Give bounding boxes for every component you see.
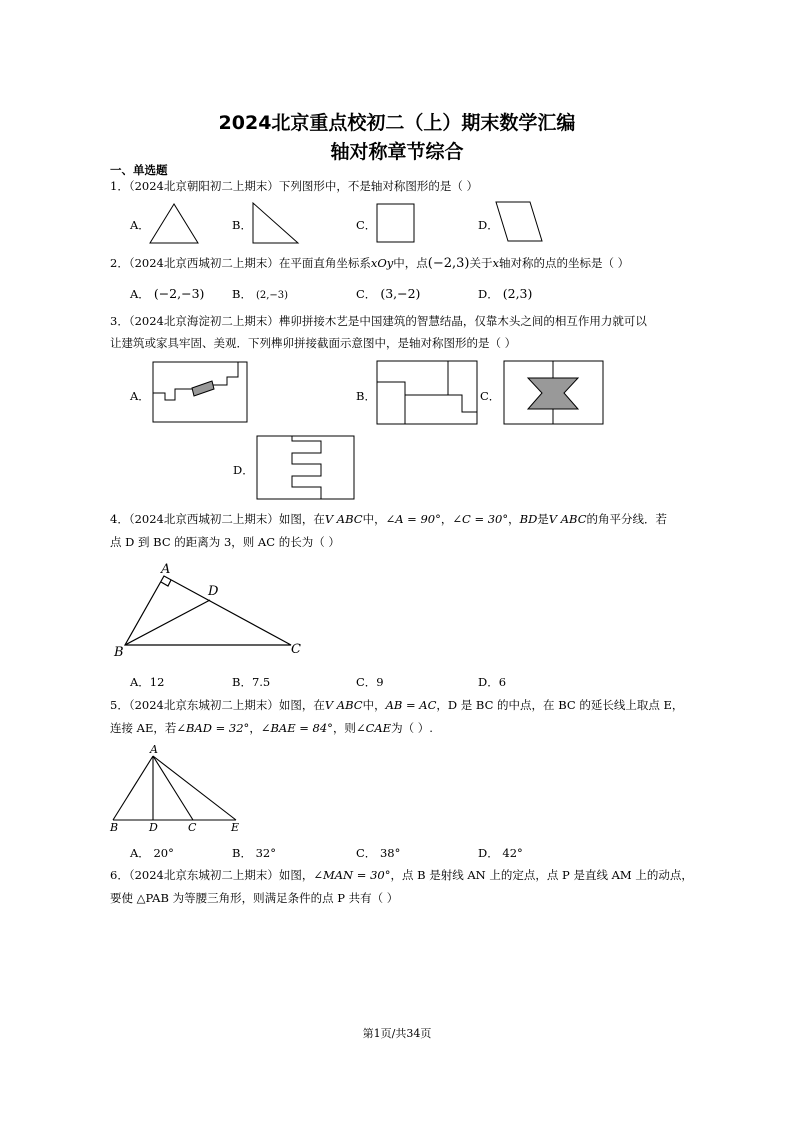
- q5-option-d: D． 42°: [478, 846, 523, 860]
- question-6-line2: 要使 △PAB 为等腰三角形，则满足条件的点 P 共有（ ）: [110, 891, 399, 905]
- question-3-line2: 让建筑或家具牢固、美观．下列榫卯拼接截面示意图中，是轴对称图形的是（ ）: [110, 336, 517, 350]
- q1-option-b: B．: [232, 218, 252, 232]
- question-5-line1: 5．（2024北京东城初二上期末）如图，在V ABC中，AB = AC，D 是 BC 的中点，在 BC 的延长线上取点 E，: [110, 698, 684, 712]
- q5-label-b: B: [110, 821, 119, 834]
- q2-option-a: A． (−2,−3): [130, 286, 205, 301]
- q5-label-e: E: [231, 821, 240, 834]
- q5-label-d: D: [149, 821, 158, 834]
- q3-option-d: D．: [233, 463, 254, 477]
- q5-option-b: B． 32°: [232, 846, 276, 860]
- q5-option-a: A． 20°: [130, 846, 174, 860]
- q5-side-ac: [153, 756, 193, 820]
- q4-label-c: C: [291, 642, 301, 657]
- question-2-stem: 2．（2024北京西城初二上期末）在平面直角坐标系xOy中，点(−2,3)关于x轴对称的点的坐标是（ ）: [110, 256, 630, 271]
- q2-option-b: B． (2,−3): [232, 287, 289, 301]
- q5-option-c: C． 38°: [356, 846, 401, 860]
- q4-option-a: A．12: [130, 675, 165, 689]
- q4-label-a: A: [161, 562, 171, 577]
- q4-label-b: B: [114, 645, 124, 660]
- question-4-line2: 点 D 到 BC 的距离为 3，则 AC 的长为（ ）: [110, 535, 340, 549]
- q5-label-c: C: [188, 821, 197, 834]
- question-3-line1: 3．（2024北京海淀初二上期末）榫卯拼接木艺是中国建筑的智慧结晶，仅靠木头之间的相互作用力就可以: [110, 314, 647, 328]
- section-heading: 一、单选题: [110, 163, 168, 177]
- q2-option-d: D． (2,3): [478, 286, 533, 301]
- q4-option-b: B．7.5: [232, 675, 271, 689]
- q5-segment-ae: [153, 756, 236, 820]
- question-1-stem: 1．（2024北京朝阳初二上期末）下列图形中，不是轴对称图形的是（ ）: [110, 179, 478, 193]
- q5-side-ab: [113, 756, 153, 820]
- q4-option-d: D．6: [478, 675, 507, 689]
- q1-option-a: A．: [130, 218, 150, 232]
- q1-option-d: D．: [478, 218, 499, 232]
- q5-label-a: A: [150, 743, 158, 756]
- q3-option-b: B．: [356, 389, 376, 403]
- q4-label-d: D: [208, 584, 219, 599]
- q1-option-c: C．: [356, 218, 377, 232]
- page-subtitle: 轴对称章节综合: [330, 141, 464, 163]
- question-4-line1: 4．（2024北京西城初二上期末）如图，在V ABC中，∠A = 90°，∠C = 30°，BD是V ABC的角平分线．若: [110, 512, 668, 526]
- page-title: 2024北京重点校初二（上）期末数学汇编: [218, 112, 576, 134]
- q3-option-a: A．: [130, 389, 150, 403]
- q4-option-c: C．9: [356, 675, 384, 689]
- q2-option-c: C． (3,−2): [356, 286, 421, 301]
- question-6-line1: 6．（2024北京东城初二上期末）如图，∠MAN = 30°，点 B 是射线 AN 上的定点，点 P 是直线 AM 上的动点，: [110, 868, 693, 882]
- question-5-line2: 连接 AE，若∠BAD = 32°，∠BAE = 84°，则∠CAE为（ ）.: [110, 721, 433, 735]
- q3-option-c: C．: [480, 389, 501, 403]
- page-footer: 第1页/共34页: [362, 1027, 432, 1040]
